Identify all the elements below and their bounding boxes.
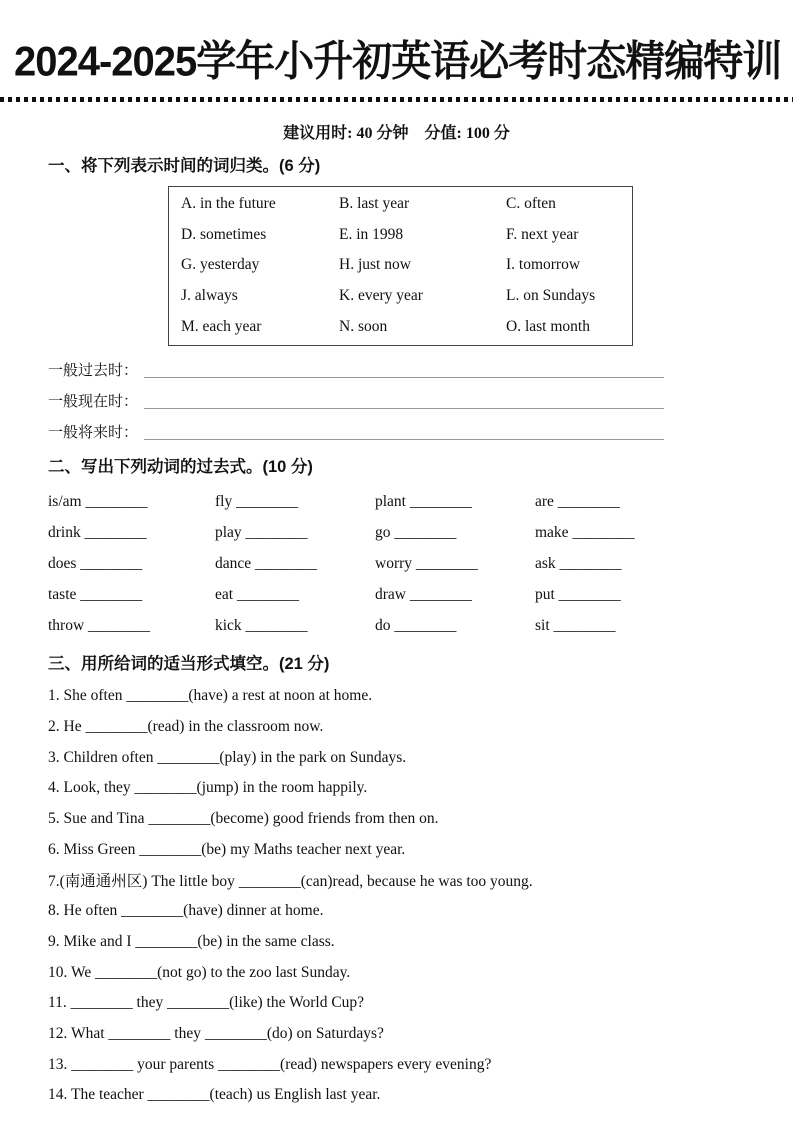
verb-cell: drink ________ — [48, 524, 147, 542]
verb-cell: do ________ — [375, 617, 457, 635]
time-word-cell: O. last month — [506, 317, 590, 335]
section1-heading: 一、将下列表示时间的词归类。(6 分) — [48, 157, 321, 175]
verb-cell: kick ________ — [215, 617, 308, 635]
answer-underline — [144, 377, 664, 378]
time-word-cell: K. every year — [339, 287, 423, 305]
exam-meta: 建议用时: 40 分钟 分值: 100 分 — [283, 125, 510, 142]
question-item: 1. She often ________(have) a rest at noon at home. — [48, 687, 373, 705]
question-item: 10. We ________(not go) to the zoo last Sunday. — [48, 963, 351, 981]
time-word-cell: J. always — [181, 287, 238, 305]
time-word-cell: H. just now — [339, 256, 411, 274]
section2-heading: 二、写出下列动词的过去式。(10 分) — [48, 457, 313, 476]
question-item: 3. Children often ________(play) in the park on Sundays. — [48, 748, 407, 766]
tense-answer-lines — [48, 352, 664, 445]
verb-cell: are ________ — [535, 493, 620, 511]
dotted-divider — [0, 97, 793, 102]
time-words-row — [181, 311, 632, 342]
question-item: 6. Miss Green ________(be) my Maths teacher next year. — [48, 840, 406, 858]
verb-row — [48, 487, 748, 518]
question-item: 14. The teacher ________(teach) us English last year. — [48, 1086, 381, 1104]
time-word-cell: B. last year — [339, 195, 410, 213]
verb-cell: make ________ — [535, 524, 635, 542]
answer-line-future — [48, 414, 664, 445]
time-words-row — [181, 250, 632, 281]
time-word-cell: E. in 1998 — [339, 225, 404, 243]
time-word-cell: C. often — [506, 195, 556, 213]
verb-cell: dance ________ — [215, 555, 318, 573]
time-word-cell: A. in the future — [181, 195, 276, 213]
question-item: 2. He ________(read) in the classroom now. — [48, 718, 324, 735]
time-word-cell: F. next year — [506, 225, 579, 243]
answer-line-label: 一般将来时： — [48, 424, 139, 441]
time-word-cell: D. sometimes — [181, 225, 267, 243]
verb-cell: sit ________ — [535, 617, 616, 635]
verb-grid — [48, 487, 748, 642]
question-item: 12. What ________ they ________(do) on Saturdays? — [48, 1024, 384, 1042]
time-word-cell: N. soon — [339, 317, 388, 335]
verb-cell: taste ________ — [48, 586, 143, 604]
verb-cell: throw ________ — [48, 617, 151, 635]
verb-cell: draw ________ — [375, 586, 472, 604]
verb-row — [48, 611, 748, 642]
question-item: 8. He often ________(have) dinner at home. — [48, 902, 324, 920]
verb-row — [48, 518, 748, 549]
answer-line-past — [48, 352, 664, 383]
time-word-cell: G. yesterday — [181, 256, 260, 274]
verb-cell: does ________ — [48, 555, 143, 573]
verb-row — [48, 549, 748, 580]
time-word-cell: M. each year — [181, 317, 262, 335]
verb-cell: is/am ________ — [48, 493, 148, 511]
verb-cell: fly ________ — [215, 493, 299, 511]
verb-row — [48, 580, 748, 611]
time-word-cell: I. tomorrow — [506, 256, 581, 274]
verb-cell: plant ________ — [375, 493, 472, 511]
verb-cell: worry ________ — [375, 555, 478, 573]
verb-cell: ask ________ — [535, 555, 622, 573]
verb-cell: eat ________ — [215, 586, 299, 604]
question-item: 9. Mike and I ________(be) in the same class. — [48, 932, 335, 950]
time-word-cell: L. on Sundays — [506, 287, 596, 305]
question-item: 11. ________ they ________(like) the World Cup? — [48, 994, 365, 1012]
time-words-box — [168, 186, 633, 346]
answer-underline — [144, 439, 664, 440]
question-item: 13. ________ your parents ________(read) newspapers every evening? — [48, 1055, 492, 1073]
verb-cell: put ________ — [535, 586, 621, 604]
time-words-row — [181, 220, 632, 251]
question-list — [48, 681, 768, 1111]
answer-line-label: 一般现在时： — [48, 393, 139, 410]
question-item: 7.(南通通州区) The little boy ________(can)read, because he was too young. — [48, 873, 533, 891]
answer-underline — [144, 408, 664, 409]
page-title: 2024-2025学年小升初英语必考时态精编特训 — [14, 38, 782, 86]
time-words-row — [181, 281, 632, 312]
time-words-row — [181, 189, 632, 220]
verb-cell: go ________ — [375, 524, 457, 542]
question-item: 4. Look, they ________(jump) in the room happily. — [48, 779, 368, 797]
verb-cell: play ________ — [215, 524, 308, 542]
question-item: 5. Sue and Tina ________(become) good friends from then on. — [48, 810, 439, 828]
section3-heading: 三、用所给词的适当形式填空。(21 分) — [48, 654, 330, 673]
answer-line-label: 一般过去时： — [48, 362, 139, 379]
answer-line-present — [48, 383, 664, 414]
